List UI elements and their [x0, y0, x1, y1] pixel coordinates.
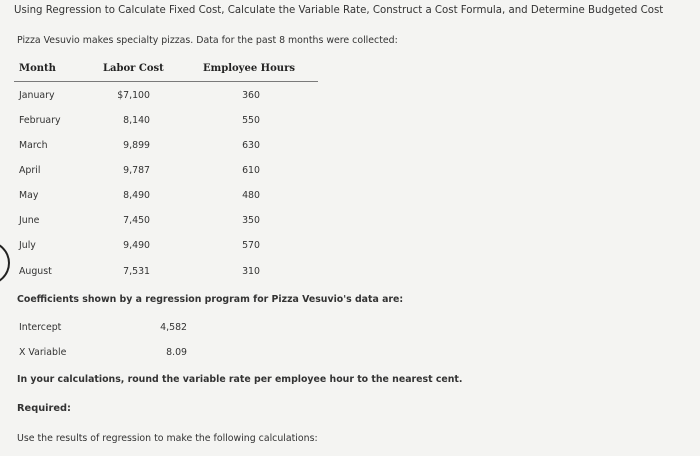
- table-row: [0, 240, 700, 254]
- header-employee-hours: Employee Hours: [203, 63, 295, 74]
- x-variable-label: X Variable: [19, 347, 67, 358]
- header-labor-cost: Labor Cost: [103, 63, 164, 74]
- table-row: [0, 190, 700, 204]
- header-month: Month: [19, 63, 56, 74]
- cell-labor-cost: 9,899: [123, 140, 150, 151]
- cell-month: June: [19, 215, 40, 226]
- cell-hours: 310: [242, 266, 260, 277]
- table-row: [0, 266, 700, 280]
- coefficients-title: Coefficients shown by a regression program for Pizza Vesuvio's data are:: [17, 294, 404, 305]
- header-divider: [14, 81, 318, 82]
- required-heading: Required:: [17, 403, 71, 414]
- intercept-value: 4,582: [160, 322, 187, 333]
- x-variable-value: 8.09: [166, 347, 187, 358]
- cell-month: May: [19, 190, 39, 201]
- problem-title: Using Regression to Calculate Fixed Cost, Calculate the Variable Rate, Construct a Cost Formula, and Determine Budgeted Cost: [14, 5, 664, 16]
- cell-hours: 360: [242, 90, 260, 101]
- cell-month: April: [19, 165, 41, 176]
- cell-month: August: [19, 266, 52, 277]
- cell-month: February: [19, 115, 61, 126]
- table-row: [0, 90, 700, 104]
- cell-hours: 480: [242, 190, 260, 201]
- rounding-instruction: In your calculations, round the variable rate per employee hour to the nearest cent.: [17, 374, 463, 385]
- cell-month: January: [19, 90, 55, 101]
- cell-hours: 610: [242, 165, 260, 176]
- cell-labor-cost: 9,787: [123, 165, 150, 176]
- cell-labor-cost: $7,100: [117, 90, 150, 101]
- cell-month: March: [19, 140, 48, 151]
- cell-labor-cost: 8,140: [123, 115, 150, 126]
- table-row: [0, 115, 700, 129]
- intro-text: Pizza Vesuvio makes specialty pizzas. Data for the past 8 months were collected:: [17, 35, 398, 46]
- table-row: [0, 165, 700, 179]
- cell-hours: 550: [242, 115, 260, 126]
- cell-labor-cost: 7,450: [123, 215, 150, 226]
- table-row: [0, 215, 700, 229]
- instruction-text: Use the results of regression to make the following calculations:: [17, 433, 318, 444]
- cell-labor-cost: 8,490: [123, 190, 150, 201]
- cell-labor-cost: 9,490: [123, 240, 150, 251]
- cell-hours: 350: [242, 215, 260, 226]
- cell-hours: 630: [242, 140, 260, 151]
- cell-month: July: [19, 240, 36, 251]
- cell-labor-cost: 7,531: [123, 266, 150, 277]
- table-row: [0, 140, 700, 154]
- intercept-label: Intercept: [19, 322, 62, 333]
- cell-hours: 570: [242, 240, 260, 251]
